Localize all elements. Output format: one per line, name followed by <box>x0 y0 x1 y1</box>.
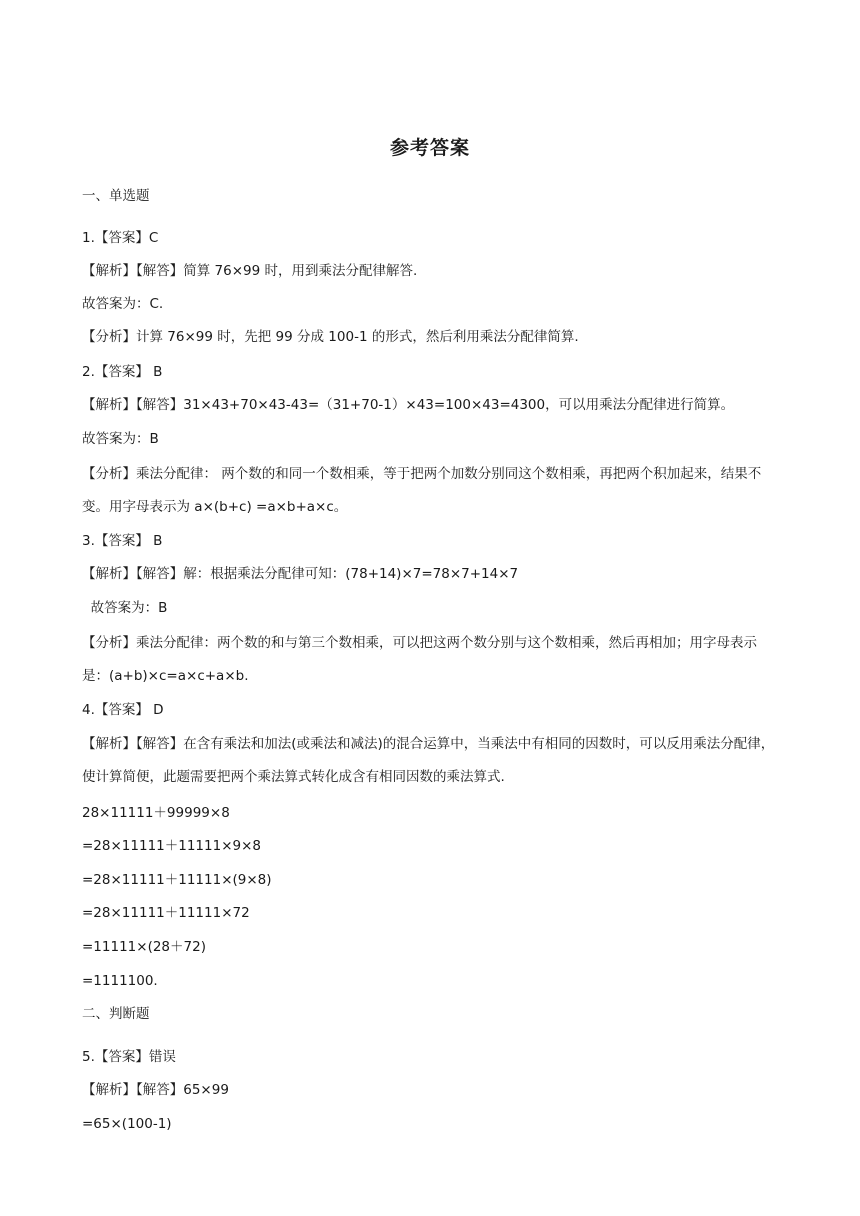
page-title: 参考答案 <box>389 137 470 159</box>
q2-jiexi: 【解析】【解答】31×43+70×43-43=（31+70-1）×43=100×43=4300，可以用乘法分配律进行简算。 <box>82 397 735 413</box>
q1-jiexi: 【解析】【解答】简算 76×99 时，用到乘法分配律解答. <box>82 263 418 279</box>
q4-jiexi: 【解析】【解答】在含有乘法和加法(或乘法和减法)的混合运算中，当乘法中有相同的因数时，可以反用乘法分配律，使计算简便，此题需要把两个乘法算式转化成含有相同因数的乘法算式. <box>82 736 775 785</box>
q4-step-2: =28×11111＋11111×9×8 <box>82 838 261 854</box>
q4-step-6: =1111100. <box>82 973 158 989</box>
q4-step-5: =11111×(28＋72) <box>82 939 206 955</box>
q1-fenxi: 【分析】计算 76×99 时，先把 99 分成 100-1 的形式，然后利用乘法分配律简算. <box>82 329 579 345</box>
q3-conclusion: 故答案为：B <box>82 600 168 616</box>
q2-conclusion: 故答案为：B <box>82 431 159 447</box>
section-heading-single-choice: 一、单选题 <box>82 188 150 204</box>
q5-step-1: =65×(100-1) <box>82 1116 172 1132</box>
q4-answer: 4.【答案】 D <box>82 702 164 718</box>
q4-step-1: 28×11111＋99999×8 <box>82 805 230 821</box>
q2-answer: 2.【答案】 B <box>82 364 163 380</box>
q4-step-4: =28×11111＋11111×72 <box>82 905 250 921</box>
q3-answer: 3.【答案】 B <box>82 533 163 549</box>
q2-fenxi: 【分析】乘法分配律： 两个数的和同一个数相乘，等于把两个加数分别同这个数相乘，再把两个积加起来，结果不变。用字母表示为 a×(b+c) =a×b+a×c。 <box>82 466 762 515</box>
q1-answer: 1.【答案】C <box>82 230 159 246</box>
q5-jiexi: 【解析】【解答】65×99 <box>82 1082 229 1098</box>
q3-fenxi: 【分析】乘法分配律：两个数的和与第三个数相乘，可以把这两个数分别与这个数相乘，然后再相加；用字母表示是：(a+b)×c=a×c+a×b. <box>82 635 757 684</box>
section-heading-true-false: 二、判断题 <box>82 1006 150 1022</box>
q1-conclusion: 故答案为：C. <box>82 296 164 312</box>
q4-step-3: =28×11111＋11111×(9×8) <box>82 872 272 888</box>
q3-jiexi: 【解析】【解答】解：根据乘法分配律可知：(78+14)×7=78×7+14×7 <box>82 566 519 582</box>
q5-answer: 5.【答案】错误 <box>82 1049 176 1065</box>
